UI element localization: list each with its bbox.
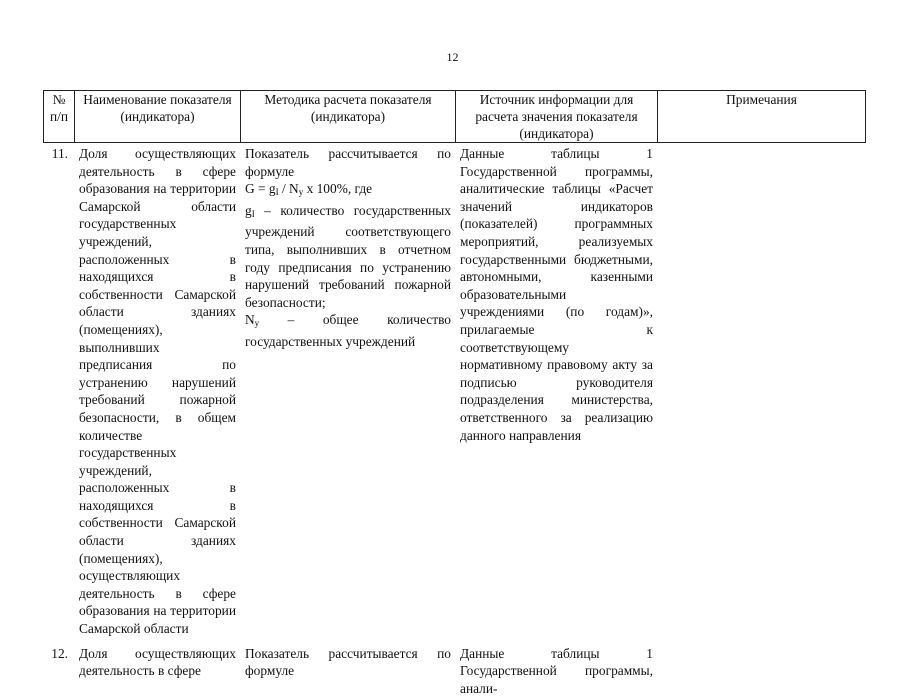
method-n-definition: $N_у$ – общее количество государственных учреждений bbox=[245, 312, 451, 349]
notes bbox=[658, 641, 866, 697]
table-header-row bbox=[44, 91, 866, 143]
information-source: Данные таблицы 1 Государственной программы, аналитические таблицы «Расчет значений индикаторов (показателей) программных мероприятий, реализуемых государственными бюджетными, автономными, казенными образовательными учреждениями (по годам)», прилагаемые к соответствующему нормативному правовому акту за подписью руководителя подразделения министерства, ответственного за реализацию данного направления bbox=[460, 146, 653, 443]
method-g-definition: $g_I$ – количество государственных учреждений соответствующего типа, выполнивших в отчетном году предписания по устранению нарушений требований пожарной безопасности; bbox=[245, 202, 451, 310]
header-notes: Примечания bbox=[658, 91, 866, 143]
table-row bbox=[44, 641, 866, 697]
header-name: Наименование показателя (индикатора) bbox=[75, 91, 241, 143]
method-intro: Показатель рассчитывается по формуле bbox=[245, 146, 451, 179]
row-number: 12. bbox=[51, 645, 68, 661]
notes bbox=[658, 143, 866, 641]
information-source: Данные таблицы 1 Государственной программы, анали- bbox=[460, 645, 653, 696]
table-row bbox=[44, 143, 866, 641]
method-formula: $G = g_I / N_у$ х 100%, где bbox=[245, 181, 373, 198]
indicator-name: Доля осуществляющих деятельность в сфере образования на территории Самарской области государственных учреждений, расположенных в находящихся в собственности Самарской области зданиях (помещениях), выполнивших предписания по устранению нарушений требований пожарной безопасности, в общем количестве государственных учреждений, расположенных в находящихся в собственности Самарской области зданиях (помещениях), осуществляющих деятельность в сфере образования на территории Самарской области bbox=[79, 146, 236, 637]
header-source: Источник информации для расчета значения показателя (индикатора) bbox=[456, 91, 658, 143]
header-num: № п/п bbox=[44, 91, 75, 143]
indicator-method bbox=[241, 143, 456, 641]
indicator-name: Доля осуществляющих деятельность в сфере bbox=[79, 645, 236, 679]
page-number: 12 bbox=[446, 50, 459, 64]
indicator-method: Показатель рассчитывается по формуле bbox=[245, 645, 451, 679]
indicator-table bbox=[43, 90, 866, 697]
header-method: Методика расчета показателя (индикатора) bbox=[241, 91, 456, 143]
row-number: 11. bbox=[51, 146, 68, 161]
